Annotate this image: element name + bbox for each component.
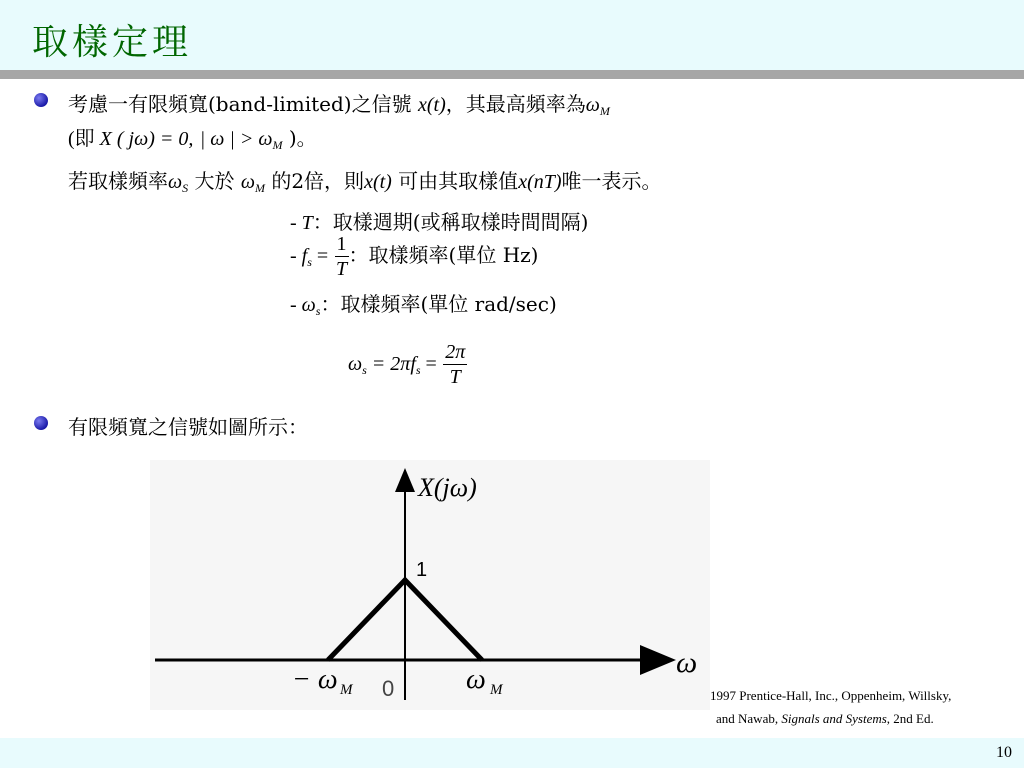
paren-open-text: (即: [68, 128, 100, 150]
omega-symbol: ω: [585, 94, 600, 116]
slide-title: 取樣定理: [32, 22, 193, 63]
slide-header: [0, 0, 1024, 70]
page-number: 10: [996, 744, 1012, 761]
frequency-rad-text: ：取樣頻率(單位 rad/sec): [320, 292, 557, 316]
title-divider-bar: [0, 70, 1024, 79]
frequency-hz-text: ：取樣頻率(單位 Hz): [348, 243, 539, 267]
positive-bandwidth-subscript: M: [490, 682, 503, 698]
omega-symbol: ω: [348, 353, 363, 375]
credit-edition: , 2nd Ed.: [886, 711, 934, 726]
x-axis-label: ω: [676, 646, 698, 679]
subscript-s: s: [315, 304, 321, 318]
y-axis-label: X(jω): [418, 473, 477, 502]
subscript-m: M: [272, 138, 283, 152]
fraction-denominator: T: [335, 258, 348, 280]
omega-symbol: ω: [240, 171, 255, 193]
source-credit-line-1: 1997 Prentice-Hall, Inc., Oppenheim, Willsky,: [710, 688, 952, 703]
bullet-1-line-2: [68, 122, 317, 151]
bullet-1-text-g: 唯一表示。: [561, 169, 662, 193]
origin-label: 0: [382, 676, 395, 701]
spectrum-plot: [150, 460, 710, 710]
source-credit-line-2: [716, 711, 934, 727]
bullet-1-text-f: 可由其取樣值: [391, 169, 519, 193]
omega-symbol: ω: [168, 171, 183, 193]
bullet-icon: [34, 93, 48, 107]
bullet-1-line-3: [68, 165, 662, 194]
period-definition-text: ：取樣週期(或稱取樣時間間隔): [312, 210, 589, 234]
bullet-1-text-e: 的2倍，則: [264, 169, 365, 193]
fraction-denominator: T: [449, 366, 461, 388]
definition-period: [290, 206, 588, 235]
period-symbol: T: [301, 212, 313, 234]
frequency-symbol: f: [301, 245, 308, 267]
equals-sign: =: [311, 245, 329, 267]
bullet-1-text-a: 考慮一有限頻寬(band-limited)之信號: [68, 92, 418, 116]
bullet-1-text-b: ，其最高頻率為: [445, 92, 586, 116]
subscript-s: s: [415, 363, 421, 377]
bullet-1-line-1: [68, 88, 610, 117]
fraction-numerator: 1: [336, 233, 347, 255]
slide-footer: [0, 738, 1024, 768]
paren-close-text: )。: [288, 126, 317, 150]
omega-condition-expr: | ω | > ω: [199, 128, 273, 150]
two-pi-over-t-fraction: [443, 340, 467, 389]
equals-sign: =: [420, 353, 437, 375]
credit-book-title: Signals and Systems: [781, 711, 887, 726]
dash: -: [290, 245, 302, 267]
two-pi-f-expr: = 2πf: [366, 353, 416, 375]
dash: -: [290, 212, 302, 234]
samples-symbol: x(nT): [518, 171, 562, 193]
bullet-icon: [34, 416, 48, 430]
credit-authors: and Nawab,: [716, 711, 782, 726]
subscript-s: S: [182, 181, 189, 195]
one-over-t-fraction: [335, 232, 349, 281]
peak-label: 1: [416, 559, 428, 581]
negative-bandwidth-subscript: M: [340, 682, 353, 698]
definition-sampling-frequency-hz: [290, 232, 539, 281]
omega-symbol: ω: [301, 294, 316, 316]
subscript-s: s: [307, 255, 312, 269]
sampling-frequency-formula: [348, 340, 467, 389]
positive-bandwidth-label: ω: [466, 664, 486, 695]
subscript-m: M: [599, 104, 610, 118]
spectrum-zero-expr: X ( jω) = 0,: [99, 128, 194, 150]
signal-symbol: x(t): [364, 171, 392, 193]
subscript-m: M: [254, 181, 265, 195]
bullet-1-text-d: 大於: [188, 169, 241, 193]
negative-bandwidth-label: − ω: [292, 664, 338, 695]
definition-sampling-frequency-rad: [290, 288, 557, 317]
fraction-numerator: 2π: [445, 341, 466, 363]
bullet-1-text-c: 若取樣頻率: [68, 169, 168, 193]
bullet-2-text: 有限頻寬之信號如圖所示：: [68, 415, 308, 439]
spectrum-plot-svg: [150, 460, 710, 710]
dash: -: [290, 294, 302, 316]
signal-symbol: x(t): [417, 94, 446, 116]
subscript-s: s: [362, 363, 367, 377]
